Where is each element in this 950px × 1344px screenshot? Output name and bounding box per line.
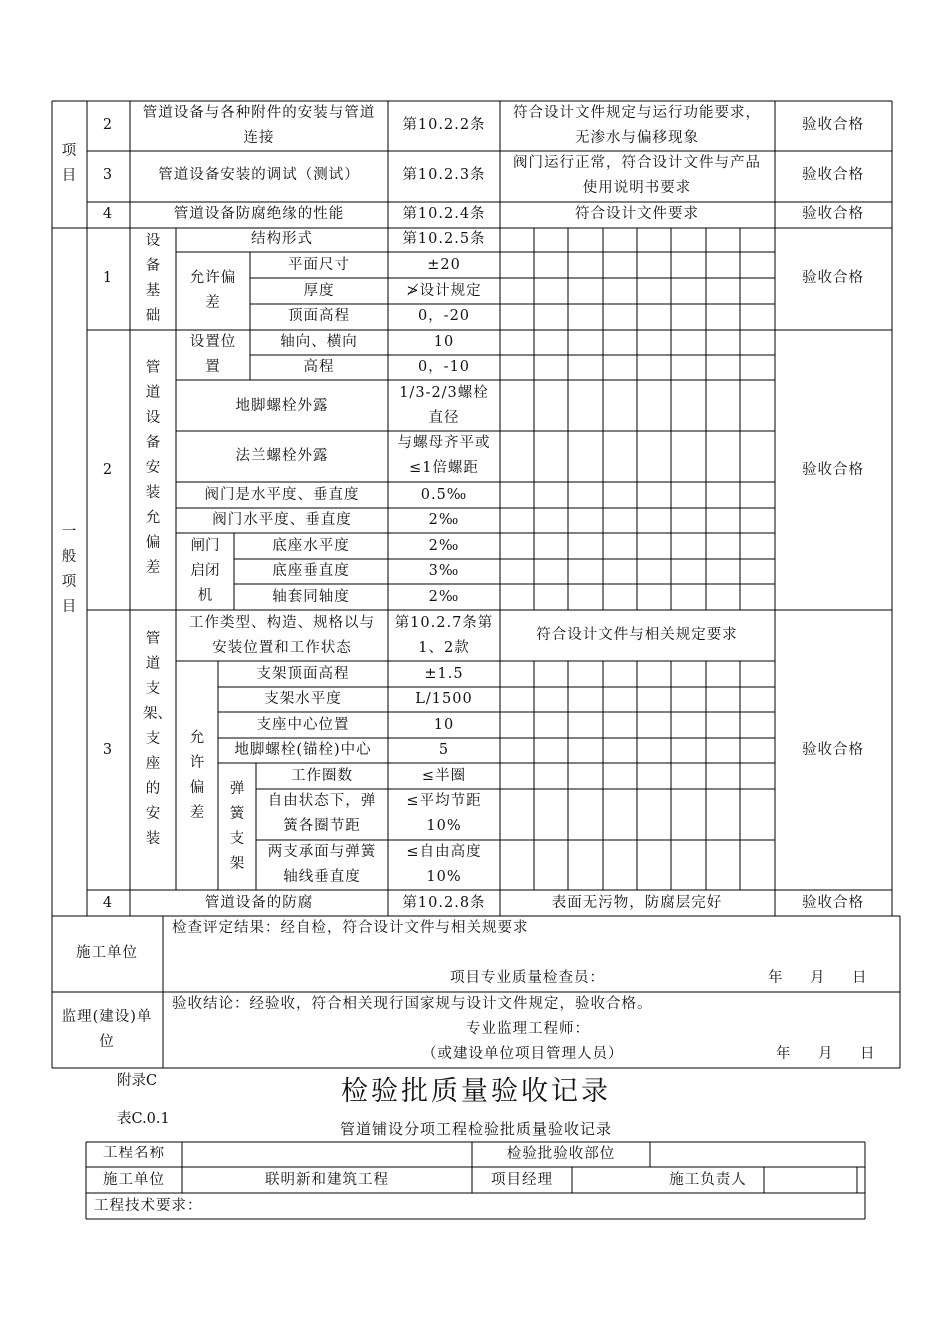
- g3-work-clause: 第10.2.7条第1、2款: [394, 615, 494, 656]
- g1-row-top-value: 0，-20: [417, 308, 471, 324]
- g3-row-center-value: 10: [433, 717, 455, 733]
- general-items-label: 一般项目: [61, 524, 77, 615]
- g2-pos-axial-value: 10: [433, 334, 455, 350]
- main-items-label: 项目: [61, 143, 77, 184]
- main-item-4-requirement: 符合设计文件要求: [575, 206, 699, 222]
- main-item-3-clause: 第10.2.3条: [402, 167, 486, 183]
- g3-row-level: 支架水平度: [264, 691, 342, 707]
- g3-spring-perp-value: ≤自由高度10%: [406, 844, 482, 885]
- g2-valve2-value: 2‰: [428, 512, 460, 528]
- g4-no: 4: [102, 895, 114, 911]
- g1-row-top: 顶面高程: [288, 308, 350, 324]
- g4-name: 管道设备的防腐: [204, 895, 314, 911]
- g3-spring-turns: 工作圈数: [291, 768, 353, 784]
- main-item-4-name: 管道设备防腐绝缘的性能: [173, 206, 345, 222]
- g2-group: 管道设备安装允偏差: [145, 360, 161, 576]
- g3-row-anchor-value: 5: [438, 742, 450, 758]
- g2-position: 设置位置: [189, 334, 237, 375]
- g1-result: 验收合格: [802, 270, 864, 286]
- main-item-3-requirement: 阀门运行正常，符合设计文件与产品使用说明书要求: [513, 155, 761, 196]
- page-subtitle: 管道铺设分项工程检验批质量验收记录: [339, 1120, 613, 1138]
- g2-valve2: 阀门水平度、垂直度: [212, 512, 352, 528]
- g2-gate-coaxial: 轴套同轴度: [272, 589, 350, 605]
- g2-gate-level: 底座水平度: [272, 538, 350, 554]
- main-item-3-result: 验收合格: [802, 167, 864, 183]
- table-number: 表C.0.1: [117, 1111, 170, 1127]
- header-tech-requirement: 工程技术要求：: [94, 1198, 203, 1214]
- g4-result: 验收合格: [802, 895, 864, 911]
- g2-valve1: 阀门是水平度、垂直度: [204, 487, 360, 503]
- g3-row-level-value: L/1500: [415, 691, 473, 707]
- header-batch-part: 检验批验收部位: [506, 1146, 616, 1162]
- g2-gate-coaxial-value: 2‰: [428, 589, 460, 605]
- g1-group: 设备基础: [145, 233, 161, 324]
- g1-row-plane-value: ±20: [427, 257, 461, 273]
- g2-gate-level-value: 2‰: [428, 538, 460, 554]
- g3-spring-turns-value: ≤半圈: [421, 768, 467, 784]
- g1-no: 1: [102, 270, 114, 286]
- main-item-2-clause: 第10.2.2条: [402, 117, 486, 133]
- g1-allowance: 允许偏差: [189, 270, 237, 311]
- g3-work-requirement: 符合设计文件与相关规定要求: [536, 627, 738, 643]
- main-item-3-name: 管道设备安装的调试（测试）: [158, 167, 360, 183]
- supervision-label: 监理(建设)单位: [61, 1009, 153, 1050]
- construction-result: 检查评定结果：经自检，符合设计文件与相关规要求: [172, 920, 529, 936]
- g3-spring-perp: 两支承面与弹簧轴线垂直度: [267, 844, 377, 885]
- main-item-3-no: 3: [102, 167, 114, 183]
- supervision-day: 日: [860, 1046, 876, 1062]
- main-item-2-name: 管道设备与各种附件的安装与管道连接: [142, 105, 376, 146]
- main-item-2-result: 验收合格: [802, 117, 864, 133]
- header-constructor-label: 施工单位: [103, 1172, 165, 1188]
- g2-pos-elevation-value: 0，-10: [417, 359, 471, 375]
- construction-inspector: 项目专业质量检查员：: [450, 970, 605, 986]
- supervision-engineer: 专业监理工程师：: [466, 1021, 590, 1037]
- g2-anchor: 地脚螺栓外露: [235, 398, 329, 414]
- g3-group: 管道支架、支座的安装: [143, 631, 172, 847]
- g4-requirement: 表面无污物，防腐层完好: [551, 895, 723, 911]
- construction-label: 施工单位: [76, 945, 138, 961]
- g3-result: 验收合格: [802, 742, 864, 758]
- g2-result: 验收合格: [802, 462, 864, 478]
- main-item-2-no: 2: [102, 117, 114, 133]
- g3-row-center: 支座中心位置: [256, 717, 350, 733]
- g2-no: 2: [102, 462, 114, 478]
- g1-row-thickness-value: ≯设计规定: [406, 283, 482, 299]
- g2-pos-axial: 轴向、横向: [280, 334, 358, 350]
- g2-gate-vertical-value: 3‰: [428, 563, 460, 579]
- main-item-4-clause: 第10.2.4条: [402, 206, 486, 222]
- supervision-month: 月: [818, 1046, 834, 1062]
- g4-clause: 第10.2.8条: [402, 895, 486, 911]
- g1-row-thickness: 厚度: [303, 283, 335, 299]
- g2-anchor-value: 1/3-2/3螺栓直径: [399, 385, 489, 426]
- g1-structure: 结构形式: [251, 231, 313, 247]
- g2-flange: 法兰螺栓外露: [235, 448, 329, 464]
- header-lead: 施工负责人: [669, 1172, 747, 1188]
- header-pm: 项目经理: [491, 1172, 553, 1188]
- main-item-2-requirement: 符合设计文件规定与运行功能要求，无渗水与偏移现象: [513, 105, 761, 146]
- construction-day: 日: [852, 970, 868, 986]
- construction-year: 年: [768, 970, 784, 986]
- g2-pos-elevation: 高程: [303, 359, 335, 375]
- g3-no: 3: [102, 742, 114, 758]
- appendix-label: 附录C: [117, 1073, 158, 1089]
- supervision-owner: （或建设单位项目管理人员）: [422, 1046, 624, 1062]
- page-title: 检验批质量验收记录: [341, 1076, 611, 1107]
- g3-spring-pitch: 自由状态下，弹簧各圈节距: [267, 793, 377, 834]
- g1-structure-clause: 第10.2.5条: [402, 231, 486, 247]
- header-constructor: 联明新和建筑工程: [265, 1172, 389, 1188]
- g1-row-plane: 平面尺寸: [288, 257, 350, 273]
- g3-row-anchor: 地脚螺栓(锚栓)中心: [234, 742, 372, 758]
- main-item-4-no: 4: [102, 206, 114, 222]
- g3-allowance: 允许偏差: [189, 730, 205, 821]
- g2-gate-vertical: 底座垂直度: [272, 563, 350, 579]
- construction-month: 月: [810, 970, 826, 986]
- g3-spring: 弹簧支架: [229, 781, 245, 872]
- g2-valve1-value: 0.5‰: [420, 487, 468, 503]
- g2-gate: 闸门启闭机: [190, 538, 220, 604]
- header-project-name: 工程名称: [103, 1146, 165, 1161]
- main-item-4-result: 验收合格: [802, 206, 864, 222]
- g2-flange-value: 与螺母齐平或≤1倍螺距: [397, 435, 491, 476]
- g3-row-top-value: ±1.5: [424, 666, 464, 682]
- g3-spring-pitch-value: ≤平均节距10%: [406, 793, 482, 834]
- g3-row-top: 支架顶面高程: [256, 666, 350, 682]
- g3-work: 工作类型、构造、规格以与安装位置和工作状态: [189, 615, 375, 656]
- supervision-year: 年: [776, 1046, 792, 1062]
- supervision-conclusion: 验收结论：经验收，符合相关现行国家规与设计文件规定，验收合格。: [172, 996, 653, 1012]
